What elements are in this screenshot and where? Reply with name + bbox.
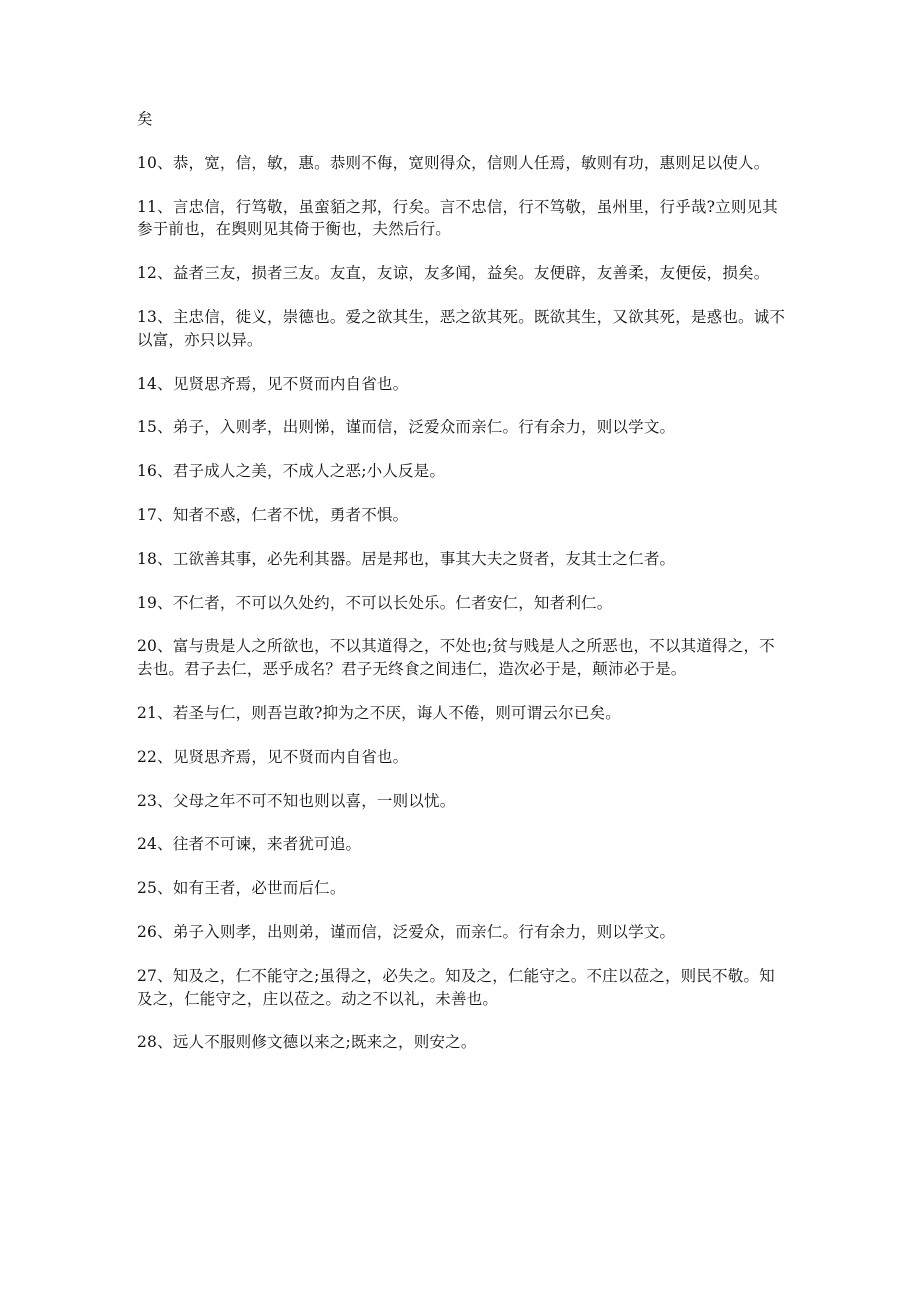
paragraph-10: 10、恭，宽，信，敏，惠。恭则不侮，宽则得众，信则人任焉，敏则有功，惠则足以使人。 bbox=[137, 153, 770, 172]
paragraph-24: 24、往者不可谏，来者犹可追。 bbox=[137, 835, 362, 854]
paragraph-28: 28、远人不服则修文德以来之;既来之，则安之。 bbox=[137, 1033, 477, 1052]
paragraph-12: 12、益者三友，损者三友。友直，友谅，友多闻，益矣。友便辟，友善柔，友便佞，损矣。 bbox=[137, 264, 770, 283]
paragraph-21: 21、若圣与仁，则吾岂敢?抑为之不厌，诲人不倦，则可谓云尔已矣。 bbox=[137, 703, 621, 722]
document-body bbox=[137, 108, 787, 1054]
paragraph-14: 14、见贤思齐焉，见不贤而内自省也。 bbox=[137, 374, 409, 393]
paragraph-25: 25、如有王者，必世而后仁。 bbox=[137, 879, 346, 898]
paragraph-15: 15、弟子，入则孝，出则悌，谨而信，泛爱众而亲仁。行有余力，则以学文。 bbox=[137, 418, 676, 437]
paragraph-continuation: 矣 bbox=[137, 110, 153, 128]
paragraph-16: 16、君子成人之美，不成人之恶;小人反是。 bbox=[137, 462, 446, 481]
paragraph-20: 20、富与贵是人之所欲也，不以其道得之，不处也;贫与贱是人之所恶也，不以其道得之，不去也。君子去仁，恶乎成名？君子无终食之间违仁，造次必于是，颠沛必于是。 bbox=[137, 637, 775, 679]
paragraph-18: 18、工欲善其事，必先利其器。居是邦也，事其大夫之贤者，友其士之仁者。 bbox=[137, 549, 676, 568]
paragraph-19: 19、不仁者，不可以久处约，不可以长处乐。仁者安仁，知者利仁。 bbox=[137, 593, 613, 612]
paragraph-27: 27、知及之，仁不能守之;虽得之，必失之。知及之，仁能守之。不庄以莅之，则民不敬。知及之，仁能守之，庄以莅之。动之不以礼，未善也。 bbox=[137, 966, 775, 1008]
paragraph-13: 13、主忠信，徙义，崇德也。爱之欲其生，恶之欲其死。既欲其生，又欲其死，是惑也。诚不以富，亦只以异。 bbox=[137, 307, 786, 349]
paragraph-17: 17、知者不惑，仁者不忧，勇者不惧。 bbox=[137, 505, 409, 524]
paragraph-23: 23、父母之年不可不知也则以喜，一则以忧。 bbox=[137, 791, 456, 810]
paragraph-26: 26、弟子入则孝，出则弟，谨而信，泛爱众，而亲仁。行有余力，则以学文。 bbox=[137, 922, 676, 941]
paragraph-22: 22、见贤思齐焉，见不贤而内自省也。 bbox=[137, 747, 409, 766]
paragraph-11: 11、言忠信，行笃敬，虽蛮貊之邦，行矣。言不忠信，行不笃敬，虽州里，行乎哉?立则见其参于前也，在舆则见其倚于衡也，夫然后行。 bbox=[137, 197, 778, 239]
